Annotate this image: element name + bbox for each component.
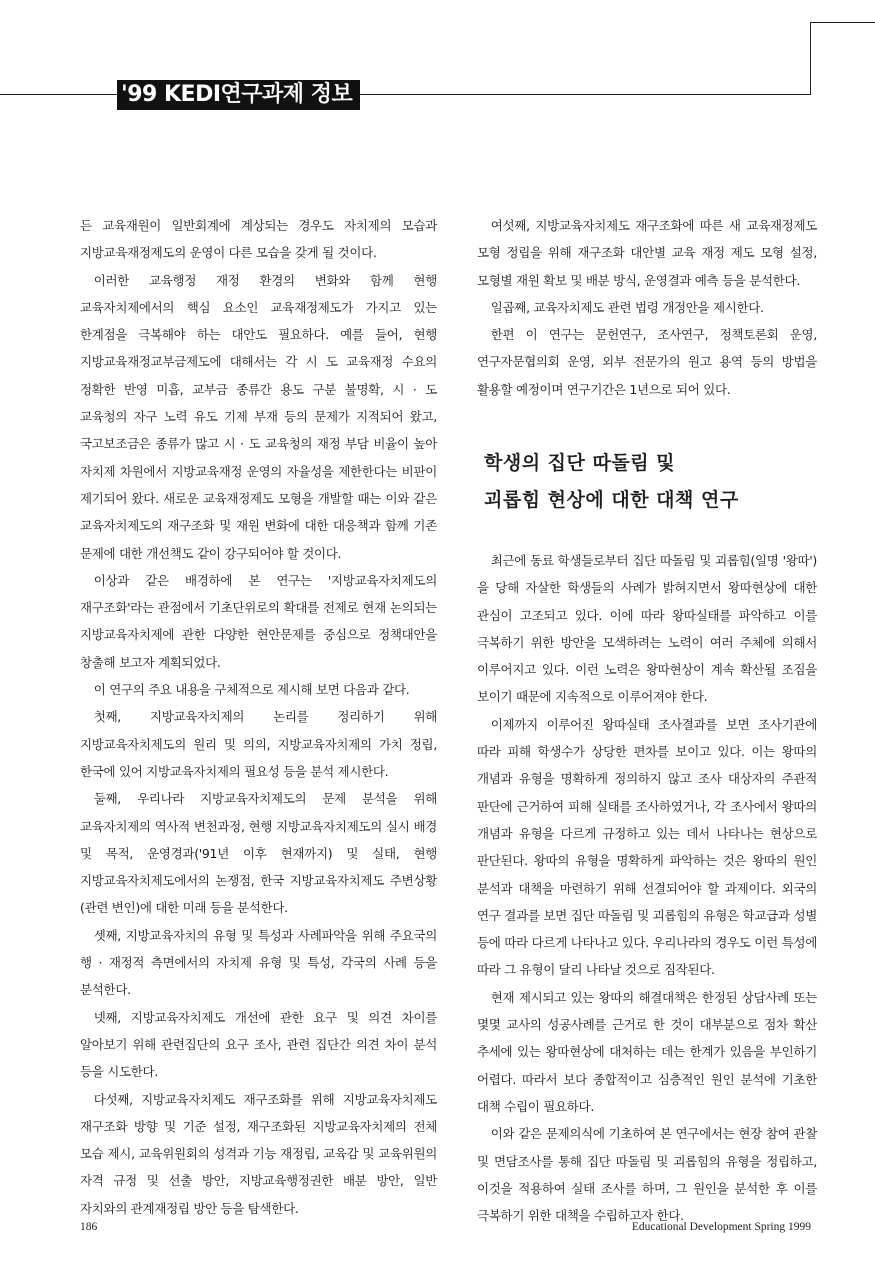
paragraph: 일곱째, 교육자치제도 관련 법령 개정안을 제시한다. bbox=[490, 299, 764, 315]
page-number: 186 bbox=[80, 1221, 98, 1233]
paragraph: 현재 제시되고 있는 왕따의 해결대책은 한정된 상담사례 또는 몇몇 교사의 성공사례를 근거로 한 것이 대부분으로 점차 확산 추세에 있는 왕따현상에 대처하는 데는 한계가 있음을 부인하기 어렵다. 따라서 보다 종합적이고 심층적인 원인 분석에 기초한 대책 수립이 필요하다. bbox=[477, 989, 817, 1114]
corner-rule-top bbox=[810, 22, 875, 23]
paragraph: 여섯째, 지방교육자치제도 재구조화에 따른 새 교육재정제도 모형 정립을 위해 재구조화 대안별 교육 재정 제도 모형 설정, 모형별 재원 확보 및 배분 방식, 운영결과 예측 등을 분석한다. bbox=[477, 218, 817, 288]
publication-footer: Educational Development Spring 1999 bbox=[631, 1221, 811, 1233]
right-column-top bbox=[477, 212, 817, 403]
article-title-line-1: 학생의 집단 따돌림 및 bbox=[484, 452, 676, 474]
paragraph: 이러한 교육행정 재정 환경의 변화와 함께 현행 교육자치제에서의 핵심 요소인 교육재정제도가 가지고 있는 한계점을 극복해야 하는 대안도 필요하다. 예를 들어, 현행 지방교육재정교부금제도에 대해서는 각 시 도 교육재정 수요의 정확한 반영 미흡, 교부금 종류간 용도 구분 불명확, 시 · 도 교육청의 자구 노력 유도 기제 부재 등의 문제가 지적되어 왔고, 국고보조금은 종류가 많고 시 · 도 교육청의 재정 부담 비율이 높아 자치제 차원에서 지방교육재정 운영의 자율성을 제한한다는 비판이 제기되어 왔다. 새로운 교육재정제도 모형을 개발할 때는 이와 같은 교육자치제도의 재구조화 및 재원 변화에 대한 대응책과 함께 기존 문제에 대한 개선책도 같이 강구되어야 할 것이다. bbox=[80, 272, 437, 561]
left-column bbox=[80, 212, 437, 1222]
paragraph: 든 교육재원이 일반회계에 계상되는 경우도 자치제의 모습과 지방교육재정제도의 운영이 다른 모습을 갖게 될 것이다. bbox=[80, 218, 437, 261]
paragraph: 이 연구의 주요 내용을 구체적으로 제시해 보면 다음과 같다. bbox=[93, 682, 410, 698]
paragraph: 첫째, 지방교육자치제의 논리를 정리하기 위해 지방교육자치제도의 원리 및 의의, 지방교육자치제의 가치 정립, 한국에 있어 지방교육자치제의 필요성 등을 분석 제시한다. bbox=[80, 709, 437, 779]
article-title-line-2: 괴롭힘 현상에 대한 대책 연구 bbox=[484, 489, 739, 511]
paragraph: 최근에 동료 학생들로부터 집단 따돌림 및 괴롭힘(일명 '왕따')을 당해 자살한 학생들의 사례가 밝혀지면서 왕따현상에 대한 관심이 고조되고 있다. 이에 따라 왕따실태를 파악하고 이를 극복하기 위한 방안을 모색하려는 노력이 여러 주체에 의해서 이루어지고 있다. 이런 노력은 왕따현상이 계속 확산될 조짐을 보이기 때문에 지속적으로 이루어져야 한다. bbox=[477, 553, 817, 705]
corner-rule-vertical bbox=[810, 22, 811, 95]
paragraph: 넷째, 지방교육자치제도 개선에 관한 요구 및 의견 차이를 알아보기 위해 관련집단의 요구 조사, 관련 집단간 의견 차이 분석 등을 시도한다. bbox=[80, 1009, 437, 1080]
paragraph: 이와 같은 문제의식에 기초하여 본 연구에서는 현장 참여 관찰 및 면담조사를 통해 집단 따돌림 및 괴롭힘의 유형을 정립하고, 이것을 적용하여 실태 조사를 하며, 그 원인을 분석한 후 이를 극복하기 위한 대책을 수립하고자 한다. bbox=[477, 1126, 817, 1224]
section-header bbox=[117, 80, 360, 110]
paragraph: 이상과 같은 배경하에 본 연구는 '지방교육자치제도의 재구조화'라는 관점에서 기초단위로의 확대를 전제로 현재 논의되는 지방교육자치제에 관한 다양한 현안문제를 중심으로 정책대안을 창출해 보고자 계획되었다. bbox=[80, 572, 437, 670]
paragraph: 한편 이 연구는 문헌연구, 조사연구, 정책토론회 운영, 연구자문협의회 운영, 외부 전문가의 원고 용역 등의 방법을 활용할 예정이며 연구기간은 1년으로 되어 있다. bbox=[477, 327, 817, 397]
paragraph: 다섯째, 지방교육자치제도 재구조화를 위해 지방교육자치제도 재구조화 방향 및 기준 설정, 재구조화된 지방교육자치제의 전체 모습 제시, 교육위원회의 성격과 기능 재정립, 교육감 및 교육위원의 자격 규정 및 선출 방안, 지방교육행정권한 배분 방안, 일반 자치와의 관계재정립 방안 등을 탐색한다. bbox=[80, 1091, 437, 1216]
paragraph: 이제까지 이루어진 왕따실태 조사결과를 보면 조사기관에 따라 피해 학생수가 상당한 편차를 보이고 있다. 이는 왕따의 개념과 유형을 명확하게 정의하지 않고 조사 대상자의 주관적 판단에 근거하여 피해 실태를 조사하였거나, 각 조사에서 왕따의 개념과 유형을 다르게 규정하고 있는 데서 나타나는 현상으로 판단된다. 왕따의 유형을 명확하게 파악하는 것은 왕따의 원인 분석과 대책을 마련하기 위해 선결되어야 할 과제이다. 외국의 연구 결과를 보면 집단 따돌림 및 괴롭힘의 유형은 학교급과 성별 등에 따라 다르게 나타나고 있다. 우리나라의 경우도 이런 특성에 따라 그 유형이 달리 나타날 것으로 짐작된다. bbox=[477, 716, 817, 978]
section-header-title: '99 KEDI연구과제 정보 bbox=[121, 82, 353, 107]
paragraph: 둘째, 우리나라 지방교육자치제도의 문제 분석을 위해 교육자치제의 역사적 변천과정, 현행 지방교육자치제도의 실시 배경 및 목적, 운영경과('91년 이후 현재까지) 및 실태, 현행 지방교육자치제도에서의 논쟁점, 한국 지방교육자치제도 주변상황(관련 변인)에 대한 미래 등을 분석한다. bbox=[80, 791, 437, 916]
right-column-bottom bbox=[477, 547, 817, 1229]
paragraph: 셋째, 지방교육자치의 유형 및 특성과 사례파악을 위해 주요국의 행 · 재정적 측면에서의 자치제 유형 및 특성, 각국의 사례 등을 분석한다. bbox=[80, 927, 437, 998]
